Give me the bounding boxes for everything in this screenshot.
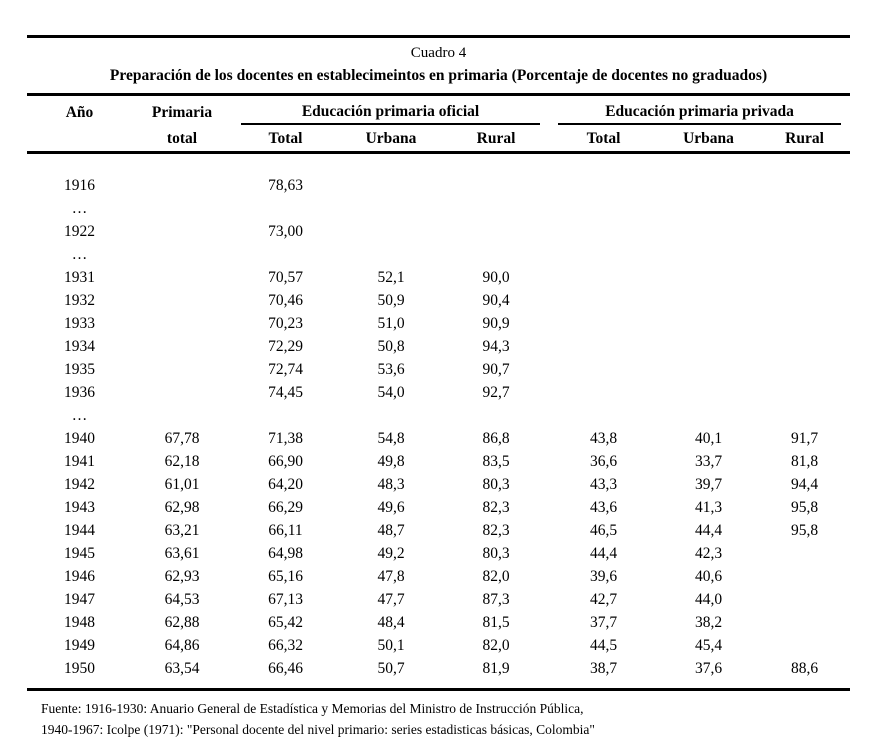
value-cell: 33,7 <box>694 453 723 470</box>
value-cell: 71,38 <box>268 430 303 447</box>
value-cell <box>339 243 443 266</box>
value-cell: 92,7 <box>482 384 510 401</box>
value-cell: 44,4 <box>589 545 618 562</box>
value-cell <box>232 243 339 266</box>
year-cell: 1935 <box>64 361 95 378</box>
value-cell <box>658 197 759 220</box>
group-header-oficial <box>232 95 549 126</box>
source-note-line2: 1940-1967: Icolpe (1971): "Personal docente del nivel primario: series estadisticas básicas, Colombia" <box>41 722 595 737</box>
value-cell <box>658 266 759 289</box>
column-header-year-spacer <box>27 125 132 153</box>
value-cell <box>759 404 850 427</box>
value-cell: 95,8 <box>790 499 819 516</box>
group-header-privada <box>549 95 850 126</box>
value-cell: 46,5 <box>589 522 618 539</box>
value-cell <box>443 243 549 266</box>
value-cell: 49,8 <box>377 453 405 470</box>
value-cell <box>132 197 232 220</box>
value-cell: 90,9 <box>482 315 510 332</box>
year-cell: … <box>71 200 88 217</box>
value-cell <box>658 404 759 427</box>
table-row <box>27 404 850 427</box>
value-cell: 38,7 <box>589 660 618 677</box>
value-cell: 82,0 <box>482 637 510 654</box>
value-cell: 50,8 <box>377 338 405 355</box>
value-cell: 66,46 <box>268 660 303 677</box>
value-cell: 54,0 <box>377 384 405 401</box>
value-cell: 43,8 <box>589 430 618 447</box>
value-cell: 83,5 <box>482 453 510 470</box>
value-cell: 94,3 <box>482 338 510 355</box>
value-cell <box>759 634 850 657</box>
value-cell <box>658 335 759 358</box>
table-row <box>27 634 850 657</box>
column-header-privada-urbana: Urbana <box>658 125 759 153</box>
value-cell <box>132 358 232 381</box>
column-header-oficial-rural: Rural <box>443 125 549 153</box>
value-cell <box>759 289 850 312</box>
value-cell: 51,0 <box>377 315 405 332</box>
year-cell: 1931 <box>64 269 95 286</box>
year-cell: 1932 <box>64 292 95 309</box>
value-cell: 64,20 <box>268 476 303 493</box>
table-row <box>27 335 850 358</box>
table-row <box>27 427 850 450</box>
value-cell: 65,42 <box>268 614 303 631</box>
table-row <box>27 542 850 565</box>
value-cell <box>658 220 759 243</box>
value-cell: 70,23 <box>268 315 303 332</box>
value-cell <box>759 197 850 220</box>
table-row <box>27 220 850 243</box>
year-cell: 1936 <box>64 384 95 401</box>
table-row <box>27 312 850 335</box>
column-header-primaria: Primaria <box>151 104 213 121</box>
table-row <box>27 450 850 473</box>
value-cell: 82,0 <box>482 568 510 585</box>
value-cell <box>759 220 850 243</box>
value-cell <box>759 611 850 634</box>
value-cell <box>759 243 850 266</box>
value-cell: 39,6 <box>589 568 618 585</box>
value-cell <box>339 197 443 220</box>
value-cell: 38,2 <box>694 614 723 631</box>
value-cell: 81,8 <box>790 453 819 470</box>
value-cell: 62,88 <box>164 614 200 631</box>
table-body <box>27 153 850 690</box>
column-header-privada-total: Total <box>549 125 658 153</box>
table-row <box>27 289 850 312</box>
value-cell: 37,7 <box>589 614 618 631</box>
value-cell <box>132 289 232 312</box>
value-cell <box>658 243 759 266</box>
value-cell: 63,54 <box>164 660 200 677</box>
year-cell: 1933 <box>64 315 95 332</box>
value-cell <box>658 381 759 404</box>
value-cell: 70,46 <box>268 292 303 309</box>
year-cell: … <box>71 407 88 424</box>
value-cell <box>759 542 850 565</box>
year-cell: 1922 <box>64 223 95 240</box>
table-header <box>27 95 850 153</box>
value-cell <box>759 588 850 611</box>
value-cell <box>443 197 549 220</box>
value-cell: 81,5 <box>482 614 510 631</box>
value-cell: 36,6 <box>589 453 618 470</box>
value-cell: 63,61 <box>164 545 200 562</box>
value-cell: 66,29 <box>268 499 303 516</box>
value-cell: 70,57 <box>268 269 303 286</box>
value-cell: 67,13 <box>268 591 303 608</box>
column-header-privada-rural: Rural <box>759 125 850 153</box>
value-cell: 42,3 <box>694 545 723 562</box>
value-cell <box>132 404 232 427</box>
year-cell: 1916 <box>64 177 95 194</box>
value-cell <box>549 312 658 335</box>
value-cell: 40,1 <box>694 430 723 447</box>
table-row <box>27 153 850 198</box>
year-cell: 1948 <box>64 614 95 631</box>
value-cell <box>339 220 443 243</box>
value-cell: 47,8 <box>377 568 405 585</box>
group-header-privada-label: Educación primaria privada <box>558 103 841 125</box>
value-cell <box>549 358 658 381</box>
value-cell: 90,7 <box>482 361 510 378</box>
value-cell: 43,6 <box>589 499 618 516</box>
table-row <box>27 358 850 381</box>
value-cell <box>443 220 549 243</box>
value-cell: 86,8 <box>482 430 510 447</box>
value-cell <box>549 243 658 266</box>
value-cell <box>658 289 759 312</box>
value-cell: 44,0 <box>694 591 723 608</box>
value-cell: 66,32 <box>268 637 303 654</box>
value-cell: 72,74 <box>268 361 303 378</box>
value-cell <box>549 381 658 404</box>
column-header-primaria-total: total <box>132 125 232 153</box>
value-cell: 62,18 <box>164 453 200 470</box>
value-cell <box>443 153 549 198</box>
table-row <box>27 496 850 519</box>
table-row <box>27 197 850 220</box>
value-cell: 73,00 <box>268 223 303 240</box>
value-cell: 65,16 <box>268 568 303 585</box>
year-cell: 1944 <box>64 522 95 539</box>
year-cell: 1941 <box>64 453 95 470</box>
data-table <box>27 93 850 691</box>
value-cell: 44,5 <box>589 637 618 654</box>
year-cell: 1934 <box>64 338 95 355</box>
column-header-year: Año <box>65 104 94 121</box>
value-cell: 54,8 <box>377 430 405 447</box>
value-cell: 95,8 <box>790 522 819 539</box>
value-cell <box>549 404 658 427</box>
value-cell: 63,21 <box>164 522 200 539</box>
value-cell: 91,7 <box>790 430 819 447</box>
year-cell: 1940 <box>64 430 95 447</box>
value-cell <box>132 153 232 198</box>
value-cell <box>232 197 339 220</box>
value-cell: 90,0 <box>482 269 510 286</box>
table-row <box>27 473 850 496</box>
table-number: Cuadro 4 <box>410 45 467 61</box>
table-row <box>27 381 850 404</box>
value-cell <box>549 220 658 243</box>
value-cell <box>759 565 850 588</box>
group-header-oficial-label: Educación primaria oficial <box>241 103 540 125</box>
value-cell <box>132 243 232 266</box>
value-cell <box>549 289 658 312</box>
value-cell: 48,3 <box>377 476 405 493</box>
year-cell: 1950 <box>64 660 95 677</box>
year-cell: 1942 <box>64 476 95 493</box>
header-row-groups <box>27 95 850 126</box>
table-row <box>27 565 850 588</box>
value-cell <box>759 266 850 289</box>
value-cell: 80,3 <box>482 545 510 562</box>
table-container <box>27 35 850 740</box>
value-cell: 87,3 <box>482 591 510 608</box>
value-cell <box>658 312 759 335</box>
value-cell: 49,2 <box>377 545 405 562</box>
value-cell: 49,6 <box>377 499 405 516</box>
value-cell: 82,3 <box>482 499 510 516</box>
value-cell: 64,86 <box>164 637 200 654</box>
value-cell: 62,93 <box>164 568 200 585</box>
value-cell: 62,98 <box>164 499 200 516</box>
value-cell: 48,4 <box>377 614 405 631</box>
value-cell: 44,4 <box>694 522 723 539</box>
value-cell <box>132 312 232 335</box>
table-row <box>27 243 850 266</box>
year-cell: … <box>71 246 88 263</box>
title-block <box>27 38 850 93</box>
value-cell: 41,3 <box>694 499 723 516</box>
value-cell <box>549 266 658 289</box>
value-cell: 72,29 <box>268 338 303 355</box>
year-cell: 1949 <box>64 637 95 654</box>
column-header-oficial-urbana: Urbana <box>339 125 443 153</box>
value-cell <box>759 312 850 335</box>
table-row <box>27 611 850 634</box>
value-cell: 42,7 <box>589 591 618 608</box>
source-note <box>41 698 850 740</box>
value-cell <box>549 153 658 198</box>
value-cell: 50,9 <box>377 292 405 309</box>
value-cell: 74,45 <box>268 384 303 401</box>
value-cell <box>339 404 443 427</box>
table-row <box>27 266 850 289</box>
value-cell: 80,3 <box>482 476 510 493</box>
column-header-oficial-total: Total <box>232 125 339 153</box>
value-cell: 81,9 <box>482 660 510 677</box>
value-cell <box>759 358 850 381</box>
value-cell <box>132 220 232 243</box>
value-cell: 40,6 <box>694 568 723 585</box>
value-cell: 39,7 <box>694 476 723 493</box>
year-cell: 1943 <box>64 499 95 516</box>
value-cell <box>132 335 232 358</box>
value-cell: 66,11 <box>268 522 303 539</box>
value-cell: 37,6 <box>694 660 723 677</box>
value-cell <box>759 335 850 358</box>
header-row-subcolumns <box>27 125 850 153</box>
year-cell: 1947 <box>64 591 95 608</box>
value-cell <box>658 153 759 198</box>
value-cell <box>132 266 232 289</box>
value-cell: 50,1 <box>377 637 405 654</box>
value-cell <box>339 153 443 198</box>
value-cell: 90,4 <box>482 292 510 309</box>
value-cell <box>443 404 549 427</box>
value-cell: 64,53 <box>164 591 200 608</box>
year-cell: 1946 <box>64 568 95 585</box>
value-cell: 94,4 <box>790 476 819 493</box>
value-cell <box>132 381 232 404</box>
year-cell: 1945 <box>64 545 95 562</box>
value-cell <box>759 153 850 198</box>
value-cell <box>549 335 658 358</box>
value-cell: 78,63 <box>268 177 303 194</box>
value-cell: 67,78 <box>164 430 200 447</box>
value-cell <box>232 404 339 427</box>
value-cell: 61,01 <box>164 476 200 493</box>
source-note-line1: Fuente: 1916-1930: Anuario General de Estadística y Memorias del Ministro de Instrucción Pública, <box>41 701 584 716</box>
value-cell: 66,90 <box>268 453 303 470</box>
table-row <box>27 519 850 542</box>
value-cell <box>759 381 850 404</box>
value-cell: 52,1 <box>377 269 405 286</box>
value-cell <box>549 197 658 220</box>
value-cell: 48,7 <box>377 522 405 539</box>
value-cell: 50,7 <box>377 660 405 677</box>
value-cell <box>658 358 759 381</box>
value-cell: 82,3 <box>482 522 510 539</box>
value-cell: 88,6 <box>790 660 819 677</box>
table-row <box>27 657 850 690</box>
value-cell: 53,6 <box>377 361 405 378</box>
table-title: Preparación de los docentes en establecimeintos en primaria (Porcentaje de docentes no graduados) <box>109 67 768 84</box>
table-row <box>27 588 850 611</box>
value-cell: 64,98 <box>268 545 303 562</box>
value-cell: 45,4 <box>694 637 723 654</box>
value-cell: 47,7 <box>377 591 405 608</box>
value-cell: 43,3 <box>589 476 618 493</box>
